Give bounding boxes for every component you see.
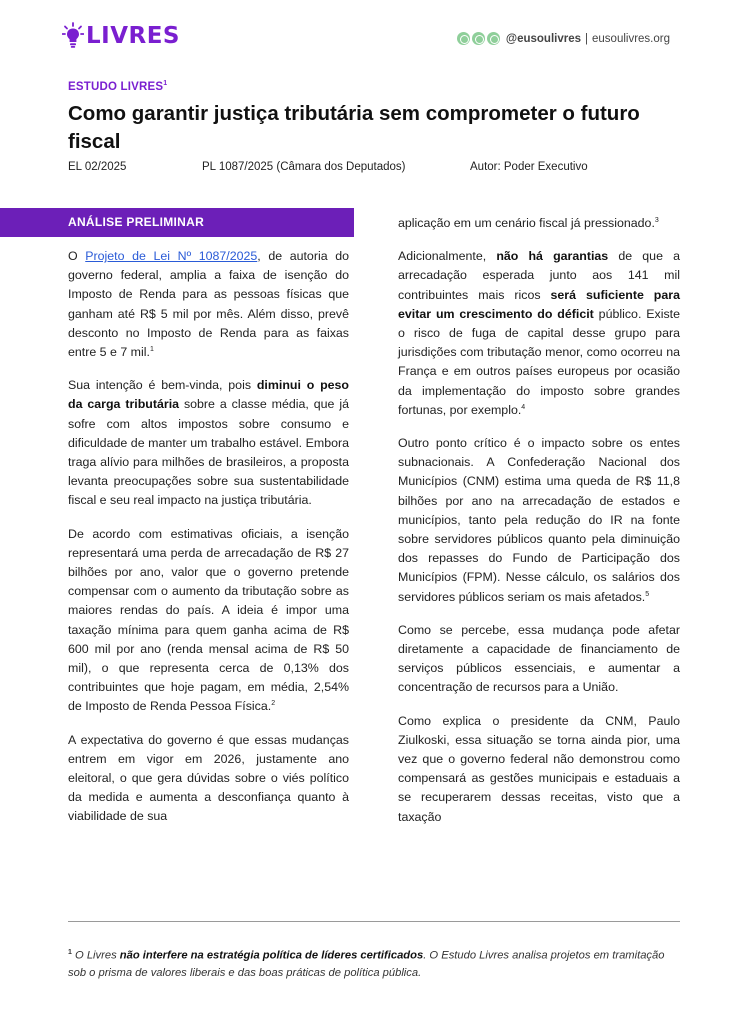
facebook-icon[interactable] [487, 32, 500, 45]
footnote-ref-3[interactable]: 3 [654, 216, 659, 224]
p6-body: público. Existe o risco de fuga de capital desse grupo para jurisdições com tributação menor, como ocorreu na França e em outros países europeus por ocasião da implementação do imposto sobre grandes fortunas, por exemplo. [398, 306, 681, 417]
p7-body: Outro ponto crítico é o impacto sobre os entes subnacionais. A Confederação Nacional dos Municípios (CNM) estima uma queda de R$ 11,8 bilhões por ano na arrecadação de estados e municípios, tanto pela redução do IR na fonte sobre servidores públicos quanto pela diminuição dos repasses do Fundo de Participação dos Municípios (FPM). Nesse cálculo, os salários dos servidores públicos seriam os mais afetados. [398, 436, 680, 604]
p5-body: aplicação em um cenário fiscal já pressionado. [398, 216, 655, 230]
paragraph-9 [398, 712, 680, 827]
left-column [68, 247, 349, 841]
paragraph-7 [398, 434, 680, 607]
p6-lead: Adicionalmente, [398, 249, 497, 264]
p1-lead: O [68, 249, 86, 263]
bill-reference: PL 1087/2025 (Câmara dos Deputados) [202, 161, 406, 173]
right-column [398, 214, 680, 841]
paragraph-5 [398, 214, 680, 233]
p6-emphasis-2: será suficiente para evitar um crescimento do déficit [398, 287, 680, 321]
footnote [68, 944, 680, 982]
bill-link[interactable]: Projeto de Lei Nº 1087/2025 [85, 249, 258, 263]
paragraph-6 [398, 247, 680, 420]
kicker-text: ESTUDO LIVRES [68, 80, 164, 93]
p8-body: Como se percebe, essa mudança pode afetar diretamente a capacidade de financiamento de serviços públicos essenciais, e aumentar a concentração de recursos para a União. [398, 622, 680, 695]
livres-logo[interactable] [62, 22, 180, 50]
doc-code: EL 02/2025 [68, 161, 127, 173]
kicker-footnote-ref[interactable]: 1 [163, 80, 168, 87]
footnote-ref-4[interactable]: 4 [521, 403, 526, 411]
p1-body: , de autoria do governo federal, amplia a faixa de isenção do Imposto de Renda para as pessoas físicas que ganham até R$ 5 mil por mês. Além disso, prevê desconto no Imposto de Renda para as faixas entre 5 e 7 mil. [68, 249, 349, 360]
paragraph-2 [68, 376, 349, 510]
footnote-number: 1 [68, 949, 72, 956]
social-links [457, 32, 670, 45]
footnote-ref-5[interactable]: 5 [645, 590, 650, 598]
social-handle[interactable]: @eusoulivres [505, 32, 582, 45]
website-link[interactable]: eusoulivres.org [592, 32, 670, 45]
twitter-icon[interactable] [472, 32, 485, 45]
p3-body: De acordo com estimativas oficiais, a isenção representará uma perda de arrecadação de R$ 27 bilhões por ano, valor que o governo pretende compensar com o aumento da tributação sobre as maiores rendas do país. A ideia é impor uma taxação mínima para quem ganha acima de R$ 600 mil por ano (renda mensal acima de R$ 50 mil), o que representa cerca de 0,13% dos contribuintes que hoje pagam, em média, 2,54% de Imposto de Renda Pessoa Física. [68, 526, 349, 714]
section-header-bar [0, 208, 354, 237]
p2-body: sobre a classe média, que já sofre com altos impostos sobre consumo e dificuldade de manter um trabalho estável. Embora traga alívio para milhões de brasileiros, a proposta levanta preocupações sobre sua sustentabilidade fiscal e seu real impacto na justiça tributária. [68, 397, 349, 508]
footnote-divider [68, 921, 680, 922]
instagram-icon[interactable] [457, 32, 470, 45]
logo-wordmark: LIVRES [86, 23, 181, 49]
paragraph-1 [68, 247, 349, 362]
p6-emphasis-1: não há garantias [496, 249, 609, 264]
footnote-emphasis: não interfere na estratégia política de líderes certificados [119, 949, 424, 962]
paragraph-3 [68, 525, 349, 717]
p9-body: Como explica o presidente da CNM, Paulo Ziulkoski, essa situação se torna ainda pior, uma vez que o governo federal não demonstrou como compensará as gestões municipais e estaduais a se recuperarem dessas receitas, visto que a taxação [398, 713, 680, 824]
footnote-body: . O Estudo Livres analisa projetos em tramitação sob o prisma de valores liberais e das boas práticas de política pública. [68, 949, 665, 979]
study-kicker [68, 80, 167, 93]
social-separator: | [585, 32, 589, 45]
footnote-ref-1[interactable]: 1 [149, 345, 154, 353]
page-title: Como garantir justiça tributária sem comprometer o futuro fiscal [68, 102, 640, 153]
p2-emphasis: diminui o peso da carga tributária [68, 378, 349, 412]
paragraph-4 [68, 731, 349, 827]
p6-middle: de que a arrecadação esperada junto aos 141 mil contribuintes mais ricos [398, 249, 680, 302]
footnote-ref-2[interactable]: 2 [271, 700, 276, 708]
lightbulb-icon [62, 22, 84, 50]
section-label: ANÁLISE PRELIMINAR [68, 215, 205, 229]
page-header [0, 0, 732, 70]
p4-body: A expectativa do governo é que essas mudanças entrem em vigor em 2026, justamente ano eleitoral, o que gera dúvidas sobre o viés político da medida e aumenta a desconfiança quanto à viabilidade de sua [68, 732, 349, 824]
paragraph-8 [398, 621, 680, 698]
doc-author: Autor: Poder Executivo [470, 161, 588, 173]
p2-lead: Sua intenção é bem-vinda, pois [68, 378, 257, 393]
footnote-lead: O Livres [71, 949, 120, 962]
